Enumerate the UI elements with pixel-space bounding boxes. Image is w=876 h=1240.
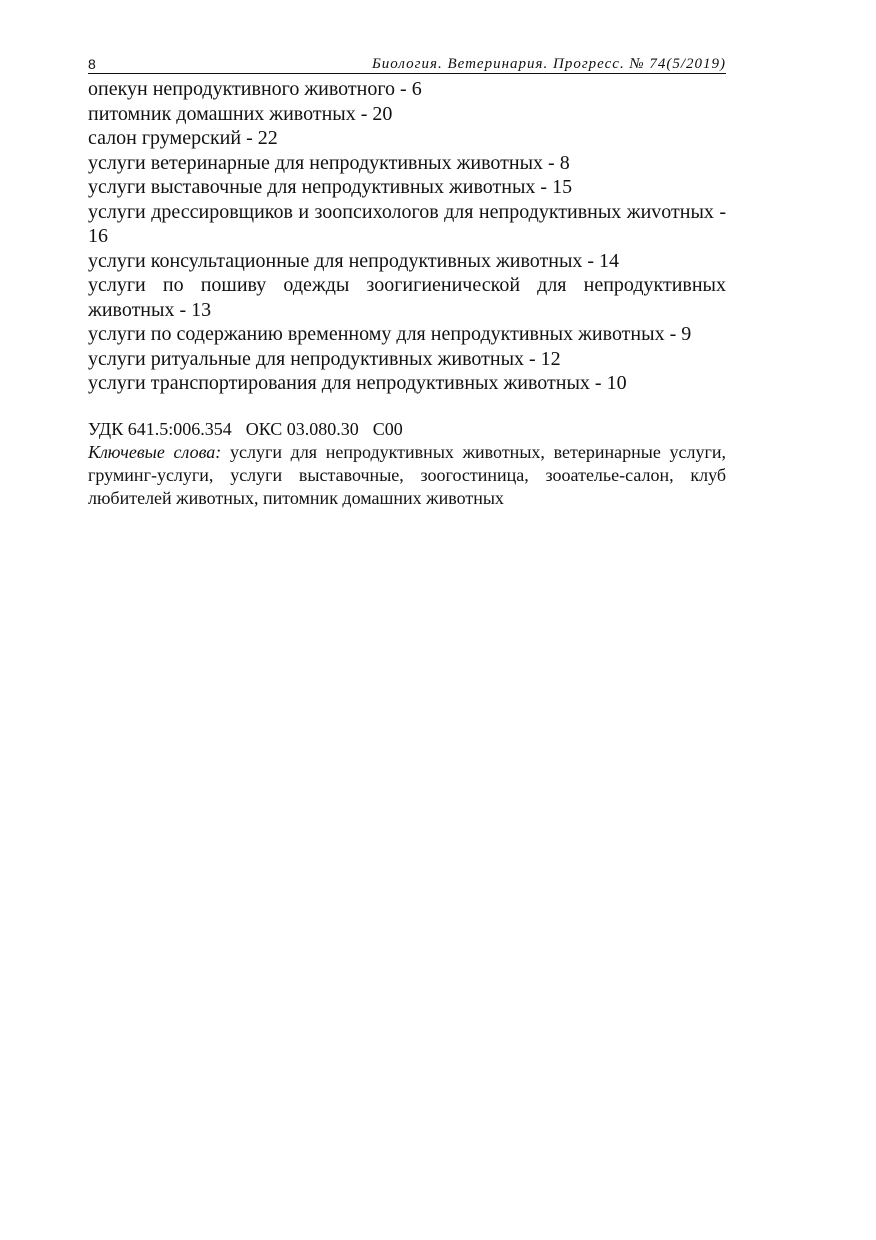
list-item: услуги выставочные для непродуктивных животных - 15 [88, 176, 573, 198]
list-item: услуги дрессировщиков и зоопсихологов для непродуктивных жиvотных - 16 [88, 200, 726, 247]
page-number: 8 [88, 56, 96, 72]
list-item: услуги по содержанию временному для непродуктивных животных - 9 [88, 323, 692, 345]
list-item: услуги ветеринарные для непродуктивных животных - 8 [88, 151, 570, 174]
group-code: С00 [372, 418, 403, 439]
journal-title: Биология. Ветеринария. Прогресс. № 74(5/2019) [371, 56, 726, 72]
document-page [88, 52, 726, 510]
list-item: услуги ритуальные для непродуктивных животных - 12 [88, 347, 561, 370]
udk-code: УДК 641.5:006.354 [88, 418, 232, 439]
entry-list [88, 77, 726, 396]
keywords-paragraph [88, 441, 726, 510]
keywords-label: Ключевые слова: [88, 441, 222, 462]
list-item: опекун непродуктивного животного - 6 [88, 78, 422, 100]
list-item: услуги транспортирования для непродуктивных животных - 10 [88, 372, 627, 394]
oks-code: ОКС 03.080.30 [245, 418, 359, 439]
list-item: услуги по пошиву одежды зоогигиенической для непродуктивных животных - 13 [88, 274, 726, 321]
list-item: услуги консультационные для непродуктивных животных - 14 [88, 249, 620, 272]
classification-codes [88, 418, 726, 441]
keywords-text: услуги для непродуктивных животных, ветеринарные услуги, груминг-услуги, услуги выставочные, зоогостиница, зооателье-салон, клуб любителей животных, питомник домашних животных [88, 441, 727, 508]
list-item: питомник домашних животных - 20 [88, 102, 393, 125]
list-item: салон грумерский - 22 [88, 127, 278, 149]
running-header [88, 52, 726, 74]
